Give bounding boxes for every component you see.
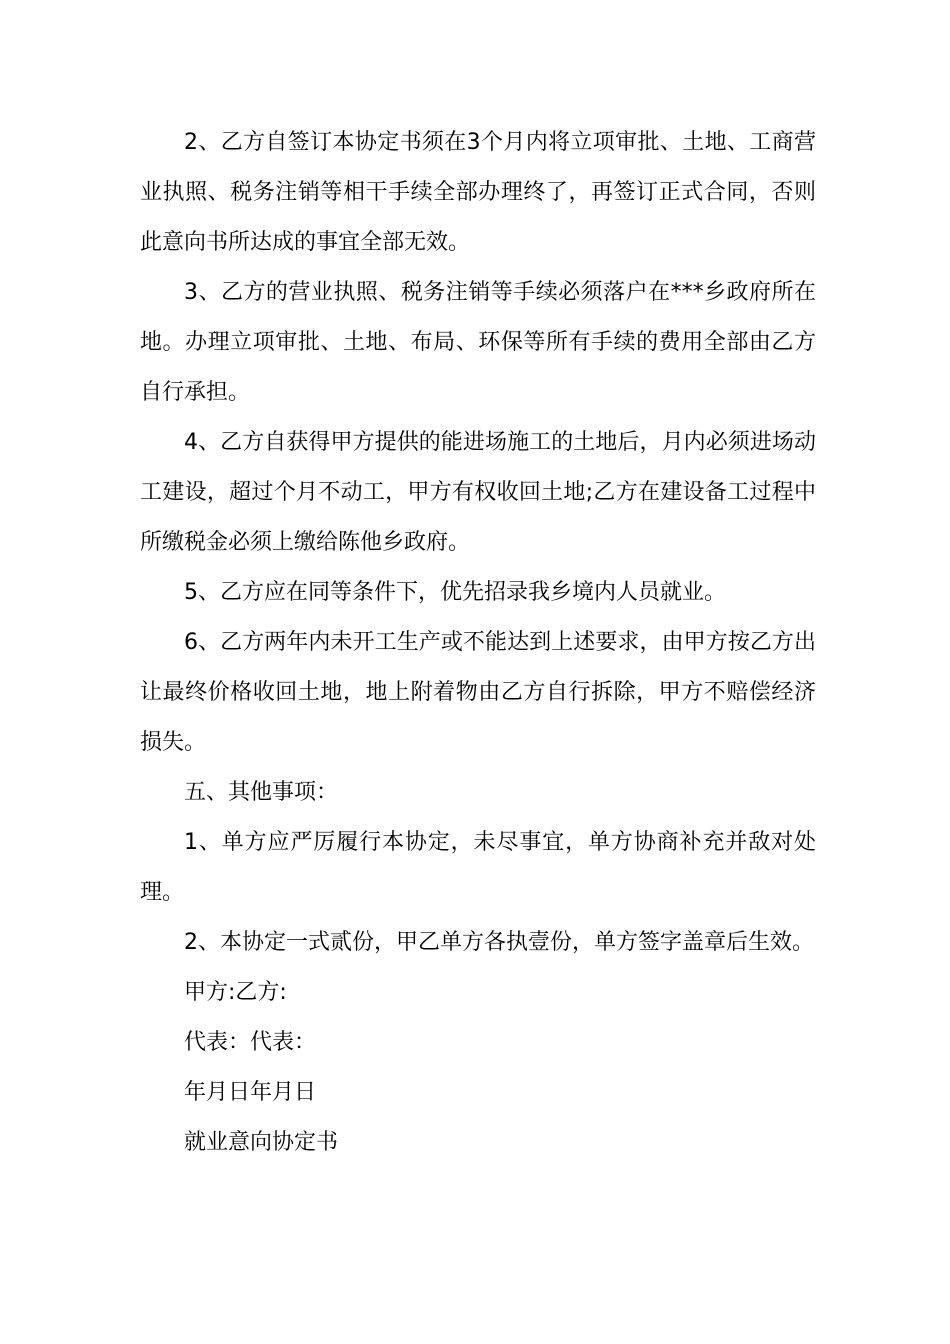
clause-2: 2、乙方自签订本协定书须在3个月内将立项审批、土地、工商营业执照、税务注销等相干手续全部办理终了，再签订正式合同，否则此意向书所达成的事宜全部无效。: [140, 130, 816, 255]
other-clause-1: 1、单方应严厉履行本协定，未尽事宜，单方协商补充并敌对处理。: [140, 830, 816, 905]
section-heading-other-matters: 五、其他事项：: [184, 780, 339, 805]
clause-6: 6、乙方两年内未开工生产或不能达到上述要求，由甲方按乙方出让最终价格收回土地，地上附着物由乙方自行拆除，甲方不赔偿经济损失。: [140, 630, 816, 755]
signature-dates: 年月日年月日: [184, 1080, 317, 1105]
signature-representatives: 代表：代表：: [184, 1030, 317, 1055]
clause-4: 4、乙方自获得甲方提供的能进场施工的土地后，月内必须进场动工建设，超过个月不动工，甲方有权收回土地;乙方在建设备工过程中所缴税金必须上缴给陈他乡政府。: [140, 430, 816, 555]
other-clause-2: 2、本协定一式贰份，甲乙单方各执壹份，单方签字盖章后生效。: [184, 930, 814, 955]
clause-5: 5、乙方应在同等条件下，优先招录我乡境内人员就业。: [184, 580, 726, 605]
clause-3: 3、乙方的营业执照、税务注销等手续必须落户在***乡政府所在地。办理立项审批、土地、布局、环保等所有手续的费用全部由乙方自行承担。: [140, 280, 816, 405]
signature-parties: 甲方:乙方:: [184, 980, 287, 1005]
document-page: [140, 118, 816, 1168]
next-document-title: 就业意向协定书: [184, 1130, 339, 1155]
